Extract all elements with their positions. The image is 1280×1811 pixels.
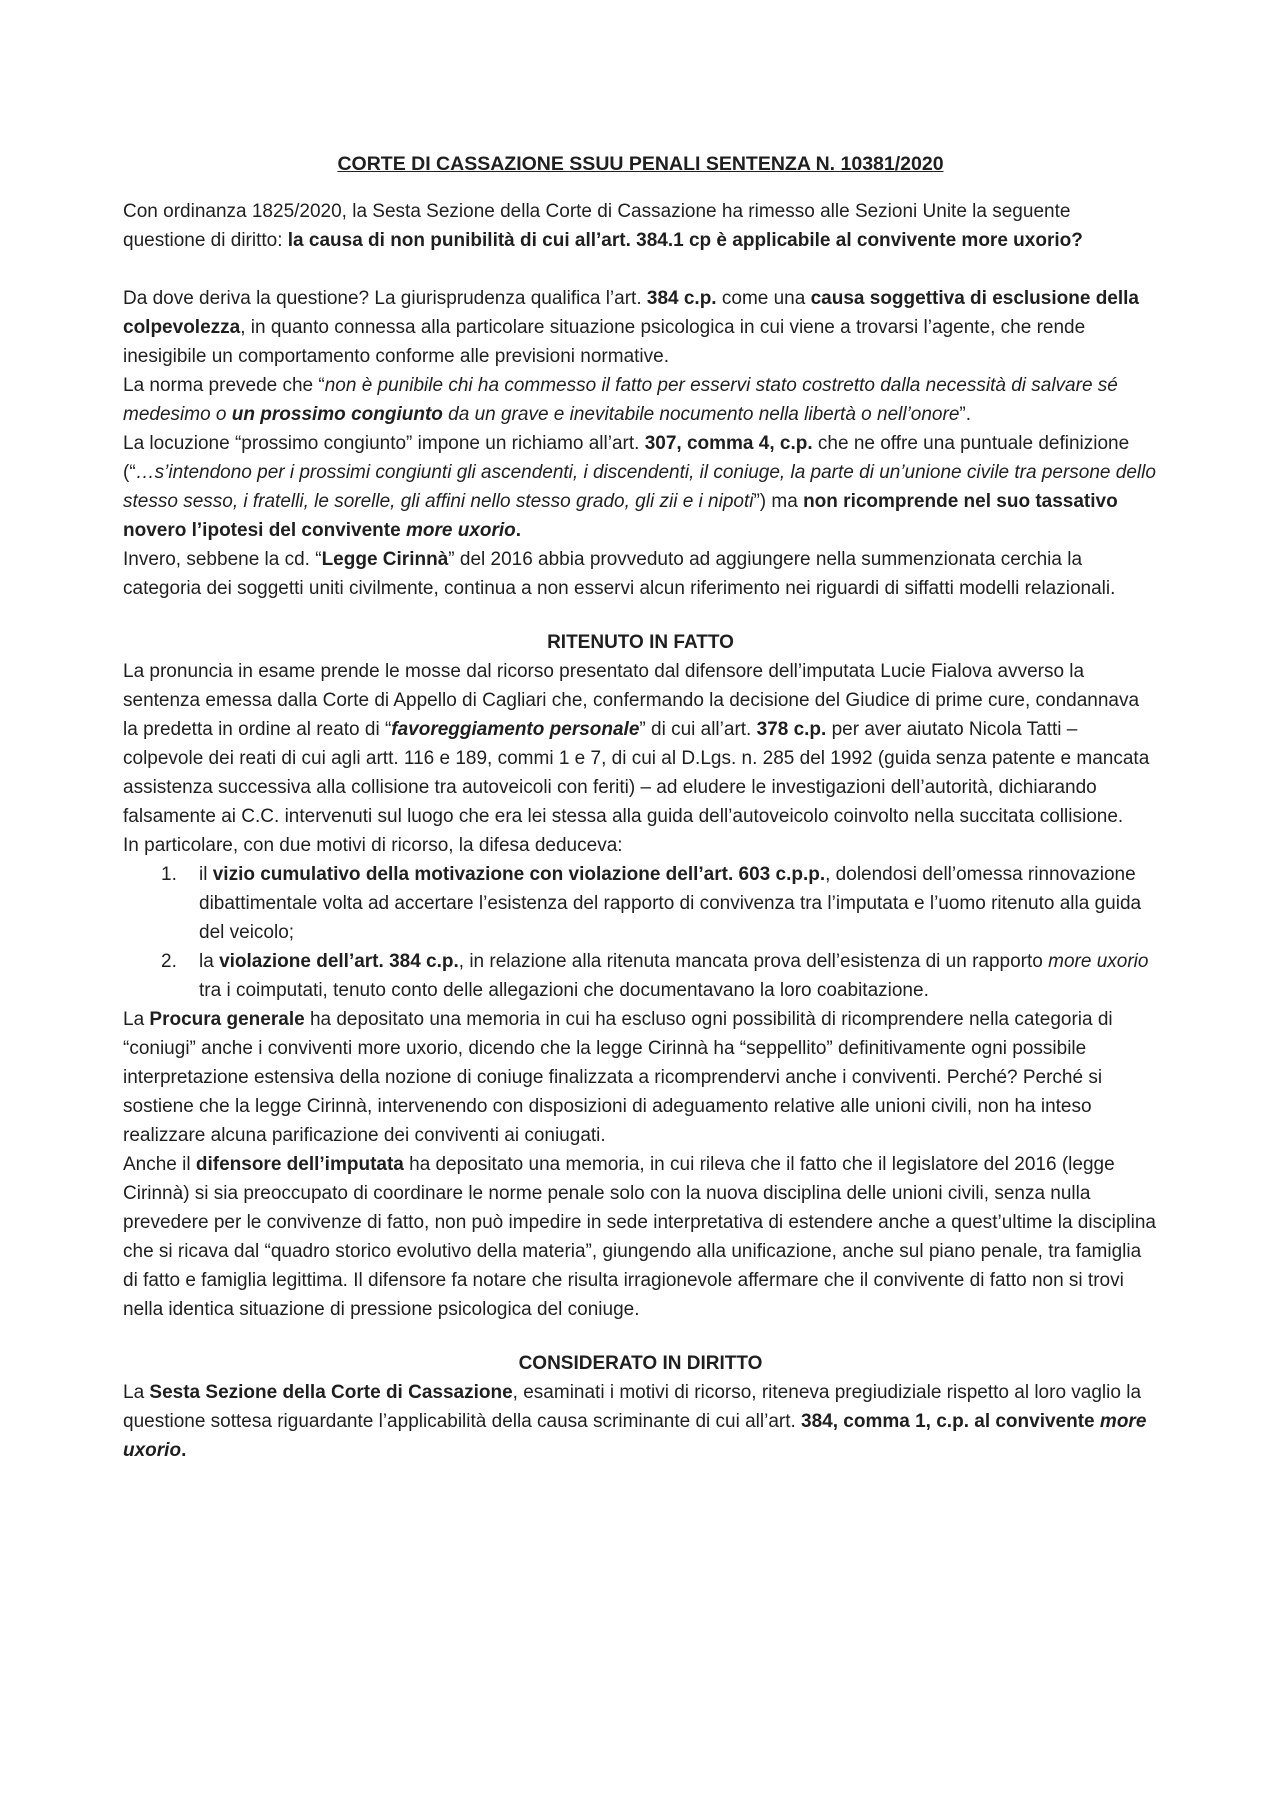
text-run: Da dove deriva la questione? La giurisprudenza qualifica l’art. [123,288,647,309]
bold-run: violazione dell’art. 384 c.p. [219,951,459,972]
bold-run: vizio cumulativo della motivazione con violazione dell’art. 603 c.p.p. [212,864,826,885]
bold-italic-run: more uxorio [405,520,516,541]
bold-italic-run: un prossimo congiunto [231,404,443,425]
bold-run: . [181,1440,187,1461]
text-run: Invero, sebbene la cd. “ [123,549,322,570]
bold-run: Legge Cirinnà [321,549,449,570]
italic-run: non è punibile chi ha commesso il fatto per esservi stato costretto dalla necessità di salvare sé medesimo o [123,375,1118,425]
bold-run: causa soggettiva di esclusione della colpevolezza [123,288,1139,338]
text-run: per aver aiutato Nicola Tatti – colpevole dei reati di cui agli artt. 116 e 189, commi 1 e 7, di cui al D.Lgs. n. 285 del 1992 (guida senza patente e mancata assistenza successiva alla collisione tra autoveicoli con feriti) – ad eludere le investigazioni dell’autorità, dichiarando falsamente ai C.C. intervenuti sul luogo che era lei stessa alla guida dell’autoveicolo coinvolto nella succitata collisione. [123,719,1150,827]
list-number: 1. [161,864,177,885]
definition-paragraph [123,429,1158,545]
bold-run: . [515,520,522,541]
bold-run: 307, comma 4, c.p. [644,433,813,454]
list-item [123,860,1158,947]
text-run: Anche il [123,1154,196,1175]
document-page [123,150,1158,1465]
text-run: , in quanto connessa alla particolare situazione psicologica in cui viene a trovarsi l’agente, che rende inesigibile un comportamento conforme alle previsioni normative. [123,317,1086,367]
bold-italic-run: more uxorio [123,1411,1147,1461]
bold-run: 384, comma 1, c.p. al convivente [801,1411,1100,1432]
intro-question: la causa di non punibilità di cui all’art. 384.1 cp è applicabile al convivente more uxorio? [287,230,1083,251]
italic-run: more uxorio [1048,951,1149,972]
norm-quote-paragraph [123,371,1158,429]
intro-paragraph [123,197,1158,255]
text-run: , esaminati i motivi di ricorso, riteneva pregiudiziale rispetto al loro vaglio la questione sottesa riguardante l’applicabilità della causa scriminante di cui all’art. [123,1382,1142,1432]
text-run: la [199,951,220,972]
text-run: ” del 2016 abbia provveduto ad aggiungere nella summenzionata cerchia la categoria dei soggetti uniti civilmente, continua a non esservi alcun riferimento nei riguardi di siffatti modelli relazionali. [123,549,1116,599]
intro-text: Con ordinanza 1825/2020, la Sesta Sezione della Corte di Cassazione ha rimesso alle Sezioni Unite la seguente questione di diritto: [123,201,1071,251]
text-run: il [199,864,213,885]
bold-run: Sesta Sezione della Corte di Cassazione [149,1382,513,1403]
text-run: ” di cui all’art. [639,719,757,740]
procura-paragraph [123,1005,1158,1150]
italic-run: da un grave e inevitabile nocumento nella libertà o nell’onore [442,404,960,425]
text-run: La pronuncia in esame prende le mosse dal ricorso presentato dal difensore dell’imputata Lucie Fialova avverso la sentenza emessa dalla Corte di Appello di Cagliari che, confermando la decisione del Giudice di prime cure, condannava la predetta in ordine al reato di “ [123,661,1140,740]
text-run: La norma prevede che “ [123,375,325,396]
law-paragraph [123,1378,1158,1465]
facts-paragraph [123,657,1158,831]
text-run: come una [716,288,811,309]
text-run: tra i coimputati, tenuto conto delle allegazioni che documentavano la loro coabitazione. [199,980,929,1001]
defense-paragraph [123,1150,1158,1324]
section-heading-considerato-in-diritto: CONSIDERATO IN DIRITTO [518,1353,763,1374]
list-number: 2. [161,951,177,972]
text-run: ”. [959,404,972,425]
bold-run: non ricomprende nel suo tassativo novero l’ipotesi del convivente [123,491,1118,541]
text-run: ha depositato una memoria, in cui rileva che il fatto che il legislatore del 2016 (legge Cirinnà) si sia preoccupato di coordinare le norme penale solo con la nuova disciplina delle unioni civili, senza nulla prevedere per le convivenze di fatto, non può impedire in sede interpretativa di estendere anche a quest’ultime la disciplina che si ricava dal “quadro storico evolutivo della materia”, giungendo alla unificazione, anche sul piano penale, tra famiglia di fatto e famiglia legittima. Il difensore fa notare che risulta irragionevole affermare che il convivente di fatto non si trovi nella identica situazione di pressione psicologica del coniuge. [123,1154,1156,1320]
cirinna-paragraph [123,545,1158,603]
grounds-intro: In particolare, con due motivi di ricorso, la difesa deduceva: [123,835,623,856]
text-run: che ne offre una puntuale definizione (“ [123,433,1130,483]
document-title: CORTE DI CASSAZIONE SSUU PENALI SENTENZA N. 10381/2020 [337,153,944,175]
bold-run: Procura generale [149,1009,305,1030]
text-run: La locuzione “prossimo congiunto” impone un richiamo all’art. [123,433,645,454]
text-run: , dolendosi dell’omessa rinnovazione dibattimentale volta ad accertare l’esistenza del rapporto di convivenza tra l’imputata e l’uomo ritenuto alla guida del veicolo; [199,864,1142,943]
text-run: ha depositato una memoria in cui ha escluso ogni possibilità di ricomprendere nella categoria di “coniugi” anche i conviventi more uxorio, dicendo che la legge Cirinnà ha “seppellito” definitivamente ogni possibile interpretazione estensiva della nozione di coniuge finalizzata a ricomprendervi anche i conviventi. Perché? Perché si sostiene che la legge Cirinnà, intervenendo con disposizioni di adeguamento relative alle unioni civili, non ha inteso realizzare alcuna parificazione dei conviventi ai coniugati. [123,1009,1113,1146]
list-item [123,947,1158,1005]
text-run: La [123,1009,150,1030]
bold-run: difensore dell’imputata [195,1154,404,1175]
grounds-list [123,860,1158,1005]
bold-run: 384 c.p. [646,288,717,309]
bold-italic-run: favoreggiamento personale [391,719,640,740]
text-run: ”) ma [753,491,804,512]
text-run: , in relazione alla ritenuta mancata prova dell’esistenza di un rapporto [458,951,1049,972]
question-origin-paragraph [123,284,1158,371]
text-run: La [123,1382,150,1403]
bold-run: 378 c.p. [756,719,827,740]
section-heading-ritenuto-in-fatto: RITENUTO IN FATTO [547,632,734,653]
italic-run: …s’intendono per i prossimi congiunti gli ascendenti, i discendenti, il coniuge, la parte di un’unione civile tra persone dello stesso sesso, i fratelli, le sorelle, gli affini nello stesso grado, gli zii e i nipoti [123,462,1156,512]
